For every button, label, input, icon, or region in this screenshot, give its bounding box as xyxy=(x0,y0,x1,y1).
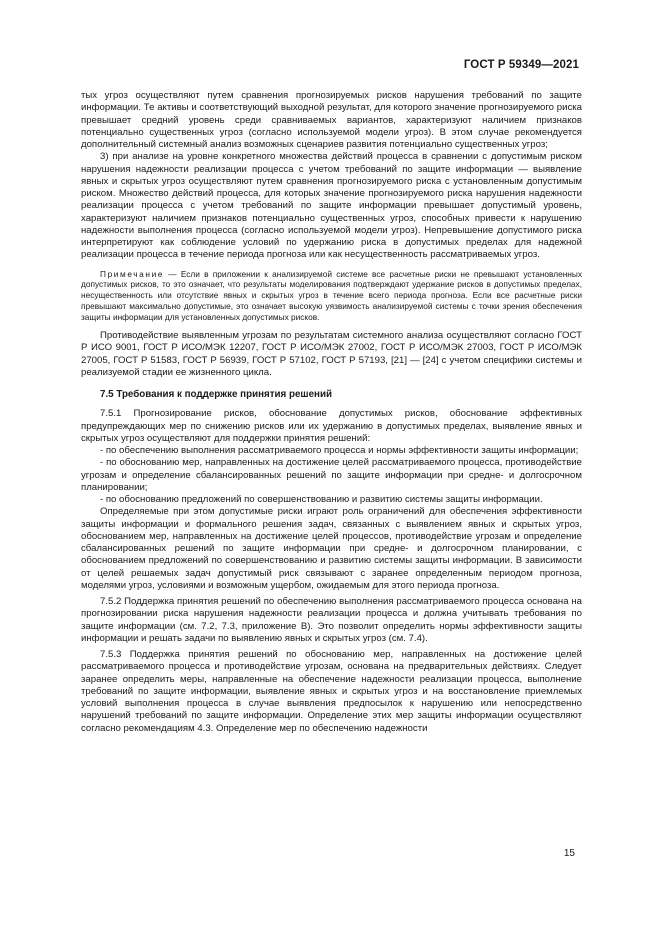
section-heading-7-5: 7.5 Требования к поддержке принятия решений xyxy=(100,389,332,401)
paragraph-countermeasures: Противодействие выявленным угрозам по результатам системного анализа осуществляют согласно ГОСТ Р ИСО 9001, ГОСТ Р ИСО/МЭК 12207, ГОСТ Р ИСО/МЭК 27002, ГОСТ Р ИСО/МЭК 27003, ГОСТ Р ИСО/МЭК 27005, ГОСТ Р 51583, ГОСТ Р 56939, ГОСТ Р 57102, ГОСТ Р 57193, [21] — [24] с учетом специфики системы и реализуемой стадии ее жизненного цикла. xyxy=(81,330,582,378)
note-text: — Если в приложении к анализируемой системе все расчетные риски не превышают установленных допустимых рисков, то это означает, что результаты моделирования подтверждают удержание рисков в допустимых пределах, несущественность или отсутствие явных и скрытых угроз в течение всего периода прогноза. Если все расчетные риски превышают максимально допустимые, это означает высокую уязвимость анализируемой системы с точки зрения обеспечения защиты информации для установленных допустимых рисков. xyxy=(81,268,582,323)
list-item: - по обеспечению выполнения рассматриваемого процесса и нормы эффективности защиты информации; xyxy=(100,445,579,457)
page-number: 15 xyxy=(563,848,575,859)
paragraph-7-5-1: 7.5.1 Прогнозирование рисков, обоснование допустимых рисков, обоснование эффективных предупреждающих мер по снижению рисков или их удержанию в допустимых пределах, выявление явных и скрытых угроз осуществляют для поддержки принятия решений: xyxy=(81,408,582,444)
paragraph-continuation: тых угроз осуществляют путем сравнения прогнозируемых рисков нарушения требований по защите информации. Те активы и соответствующий выходной результат, для которого значение прогнозируемого риска превышает средний уровень среди сравниваемых вариантов, характеризуют наличием признаков потенциально существенных угроз (согласно используемой модели угроз). В этом случае рекомендуется дополнительный системный анализ возможных сценариев развития потенциально существенных угроз; xyxy=(81,90,582,150)
paragraph-7-5-2: 7.5.2 Поддержка принятия решений по обеспечению выполнения рассматриваемого процесса основана на прогнозировании риска нарушения надежности реализации процесса и должна учитывать требования по защите информации (см. 7.2, 7.3, приложение В). Это позволит определить нормы эффективности защиты информации и решать задачи по выявлению явных и скрытых угроз (см. 7.4). xyxy=(81,596,582,644)
paragraph-7-5-3: 7.5.3 Поддержка принятия решений по обоснованию мер, направленных на достижение целей рассматриваемого процесса и противодействие угрозам, основана на предварительных действиях. Следует заранее определить меры, направленные на обеспечение надежности реализации процесса, выполнение требований по защите информации, выявление явных и скрытых угроз и на восстановление приемлемых условий выполнения процесса в случае выявления предпосылок к нарушению или непосредственно нарушений требований по защите информации. Определение этих мер защиты информации осуществляют согласно рекомендациям 4.3. Определение мер по обеспечению надежности xyxy=(81,649,582,734)
document-id-header: ГОСТ Р 59349—2021 xyxy=(463,59,579,71)
list-item: - по обоснованию мер, направленных на достижение целей рассматриваемого процесса, противодействие угрозам и определение сбалансированных решений по защите информации при средне- и долгосрочном планировании; xyxy=(81,457,582,493)
page-body xyxy=(81,90,582,735)
note-label: Примечание xyxy=(100,268,165,279)
note-paragraph xyxy=(81,269,582,324)
paragraph-item-3: 3) при анализе на уровне конкретного множества действий процесса в сравнении с допустимым риском нарушения надежности реализации процесса с учетом требований по защите информации — выявление явных и скрытых угроз осуществляют путем сравнения прогнозируемого риска с установленным допустимым риском. Множество действий процесса, для которых значение прогнозируемого риска нарушения надежности реализации процесса с учетом требований по защите информации превышает допустимый уровень, характеризуют наличием признаков потенциально существенных угроз, способных привести к нарушению надежности выполнения процесса (согласно используемой модели угроз). Непревышение допустимого риска интерпретируют как соблюдение условий по удержанию риска в допустимых пределах для надежной реализации процесса в течение периода прогноза или как несущественность рассматриваемых угроз. xyxy=(81,151,582,261)
list-item: - по обоснованию предложений по совершенствованию и развитию системы защиты информации. xyxy=(100,494,543,506)
paragraph-allowable-risks: Определяемые при этом допустимые риски играют роль ограничений для обеспечения эффективности защиты информации и формального решения задач, связанных с выявлением явных и скрытых угроз, обоснованием мер, направленных на достижение целей процессов, противодействие угрозам и определение сбалансированных решений по защите информации при средне- и долгосрочном планировании, с обоснованием предложений по совершенствованию и развитию системы защиты информации. В зависимости от целей решаемых задач допустимый риск связывают с заранее определенным периодом прогноза, моделями угроз, условиями и возможным ущербом, ожидаемым для этого периода прогноза. xyxy=(81,506,582,591)
